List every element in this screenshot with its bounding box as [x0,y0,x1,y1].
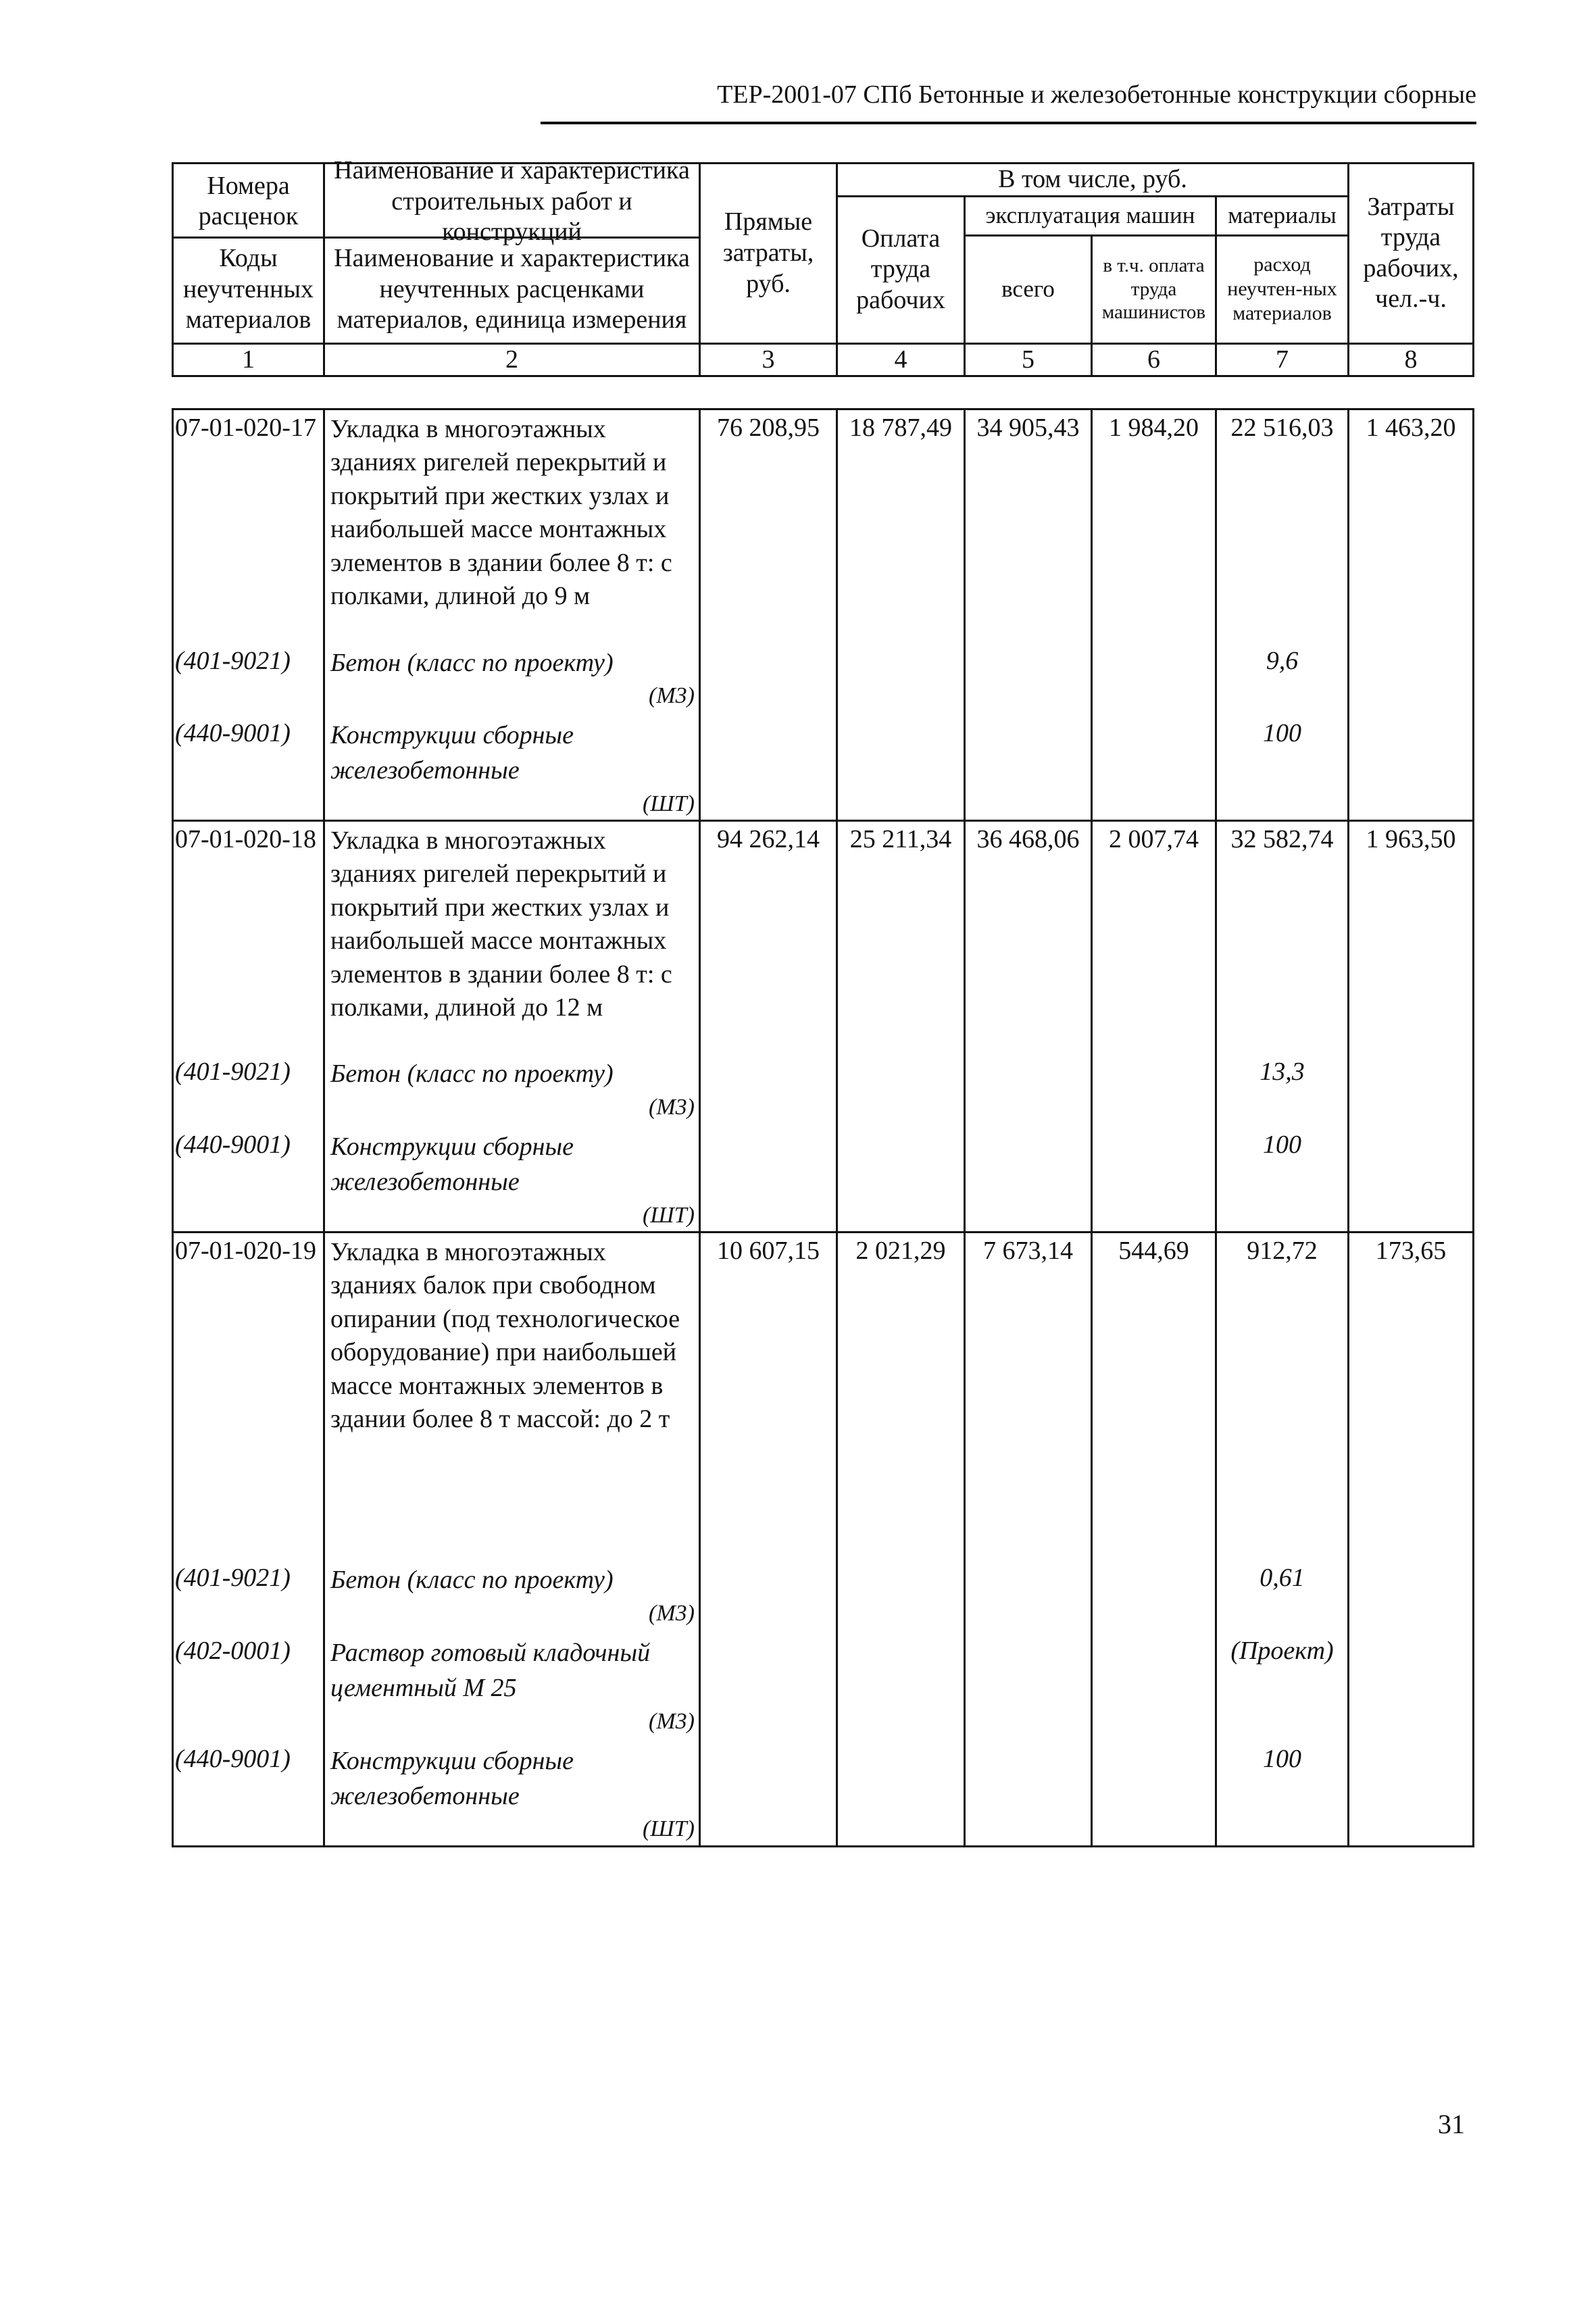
empty-cell [1349,1050,1474,1123]
direct-cost: 76 208,95 [700,409,837,639]
rate-row [173,820,1474,1050]
material-cell [324,1737,700,1846]
empty-cell [965,1556,1092,1629]
header-col7: расход неучтен-ных материалов [1216,235,1349,343]
header-col4: Оплата труда рабочих [837,196,965,343]
empty-cell [965,1737,1092,1846]
material-unit: (М3) [649,683,695,709]
empty-cell [1349,1737,1474,1846]
empty-cell [700,712,837,820]
material-name: Раствор готовый кладочный цементный М 25 [330,1639,651,1703]
empty-cell [837,1737,965,1846]
empty-cell [700,1737,837,1846]
direct-cost: 94 262,14 [700,820,837,1050]
operators-cost: 544,69 [1092,1232,1216,1556]
header-col2-top: Наименование и характеристика строительных работ и конструкций [323,166,701,239]
labor-cost: 2 021,29 [837,1232,965,1556]
rate-code: 07-01-020-18 [173,820,324,1050]
col-number: 3 [700,343,837,376]
header-col3: Прямые затраты, руб. [700,164,837,344]
empty-cell [1349,712,1474,820]
empty-cell [1349,639,1474,712]
col-number: 8 [1349,343,1474,376]
labor-cost: 18 787,49 [837,409,965,639]
material-quantity: 9,6 [1216,639,1349,712]
document-header: ТЕР-2001-07 СПб Бетонные и железобетонные конструкции сборные [717,80,1476,109]
material-quantity: 13,3 [1216,1050,1349,1123]
empty-cell [1349,1629,1474,1737]
material-code: (401-9021) [173,1050,324,1123]
material-row [173,1050,1474,1123]
material-row [173,1737,1474,1846]
material-code: (402-0001) [173,1629,324,1737]
material-quantity: 100 [1216,712,1349,820]
material-name: Конструкции сборные железобетонные [330,721,574,785]
col-number: 7 [1216,343,1349,376]
machines-cost: 36 468,06 [965,820,1092,1050]
rate-name: Укладка в многоэтажных зданиях балок при свободном опирании (под технологическое оборудование) при наибольшей массе монтажных элементов в здании более 8 т массой: до 2 т [324,1232,700,1556]
materials-cost: 22 516,03 [1216,409,1349,639]
rates-table [172,408,1474,1847]
material-code: (440-9001) [173,1737,324,1846]
operators-cost: 2 007,74 [1092,820,1216,1050]
material-row [173,712,1474,820]
material-quantity: 100 [1216,1123,1349,1232]
empty-cell [837,1629,965,1737]
page-number: 31 [1438,2109,1465,2139]
labor-hours: 1 963,50 [1349,820,1474,1050]
material-name: Конструкции сборные железобетонные [330,1132,574,1197]
empty-cell [700,1629,837,1737]
empty-cell [837,1123,965,1232]
empty-cell [700,1123,837,1232]
empty-cell [1349,1123,1474,1232]
empty-cell [700,639,837,712]
materials-cost: 912,72 [1216,1232,1349,1556]
materials-cost: 32 582,74 [1216,820,1349,1050]
rate-code: 07-01-020-19 [173,1232,324,1556]
material-name: Бетон (класс по проекту) [330,1566,614,1595]
empty-cell [1092,1737,1216,1846]
empty-cell [1092,639,1216,712]
labor-hours: 1 463,20 [1349,409,1474,639]
machines-cost: 7 673,14 [965,1232,1092,1556]
empty-cell [965,1629,1092,1737]
labor-hours: 173,65 [1349,1232,1474,1556]
labor-cost: 25 211,34 [837,820,965,1050]
rate-code: 07-01-020-17 [173,409,324,639]
rate-name: Укладка в многоэтажных зданиях ригелей перекрытий и покрытий при жестких узлах и наибольшей массе монтажных элементов в здании более 8 т: с полками, длиной до 12 м [324,820,700,1050]
material-quantity: 100 [1216,1737,1349,1846]
col-number: 6 [1092,343,1216,376]
material-code: (440-9001) [173,712,324,820]
material-code: (401-9021) [173,1556,324,1629]
empty-cell [965,712,1092,820]
header-col1-top: Номера расценок [172,166,325,239]
header-group-materials: материалы [1216,196,1349,235]
col-number: 1 [173,343,324,376]
material-quantity: (Проект) [1216,1629,1349,1737]
material-cell [324,1629,700,1737]
material-unit: (М3) [649,1601,695,1626]
empty-cell [1092,712,1216,820]
header-col8: Затраты труда рабочих, чел.-ч. [1349,164,1474,344]
material-code: (401-9021) [173,639,324,712]
empty-cell [837,639,965,712]
material-name: Бетон (класс по проекту) [330,648,614,677]
empty-cell [1092,1629,1216,1737]
empty-cell [965,639,1092,712]
empty-cell [700,1050,837,1123]
material-cell [324,1556,700,1629]
header-col2-bottom: Наименование и характеристика неучтенных расценками материалов, единица измерения [334,243,690,334]
material-unit: (М3) [649,1095,695,1120]
empty-cell [1092,1556,1216,1629]
empty-cell [1349,1556,1474,1629]
header-group-machines: эксплуатация машин [965,196,1216,235]
rate-name: Укладка в многоэтажных зданиях ригелей перекрытий и покрытий при жестких узлах и наибольшей массе монтажных элементов в здании более 8 т: с полками, длиной до 9 м [324,409,700,639]
material-unit: (ШТ) [642,791,695,816]
header-rule [541,122,1476,124]
header-col2 [324,155,700,344]
col-number: 5 [965,343,1092,376]
material-code: (440-9001) [173,1123,324,1232]
header-col1-bottom: Коды неучтенных материалов [182,243,314,334]
header-col5: всего [965,235,1092,343]
operators-cost: 1 984,20 [1092,409,1216,639]
material-cell [324,712,700,820]
material-row [173,1629,1474,1737]
rate-row [173,409,1474,639]
empty-cell [965,1123,1092,1232]
material-row [173,1556,1474,1629]
empty-cell [837,1050,965,1123]
material-cell [324,1123,700,1232]
material-name: Конструкции сборные железобетонные [330,1746,574,1810]
table-head [172,155,1474,377]
header-group-incl: В том числе, руб. [837,164,1349,197]
col-number: 4 [837,343,965,376]
empty-cell [837,1556,965,1629]
material-cell [324,1050,700,1123]
material-unit: (М3) [649,1708,695,1734]
header-number-row [173,343,1474,376]
direct-cost: 10 607,15 [700,1232,837,1556]
header-col1 [173,164,324,344]
col-number: 2 [324,343,700,376]
empty-cell [1092,1050,1216,1123]
rate-row [173,1232,1474,1556]
material-name: Бетон (класс по проекту) [330,1060,614,1089]
material-quantity: 0,61 [1216,1556,1349,1629]
empty-cell [837,712,965,820]
empty-cell [700,1556,837,1629]
empty-cell [1092,1123,1216,1232]
machines-cost: 34 905,43 [965,409,1092,639]
material-unit: (ШТ) [642,1816,695,1842]
material-row [173,639,1474,712]
material-cell [324,639,700,712]
header-col6: в т.ч. оплата труда машинистов [1092,235,1216,343]
empty-cell [965,1050,1092,1123]
material-unit: (ШТ) [642,1202,695,1228]
material-row [173,1123,1474,1232]
